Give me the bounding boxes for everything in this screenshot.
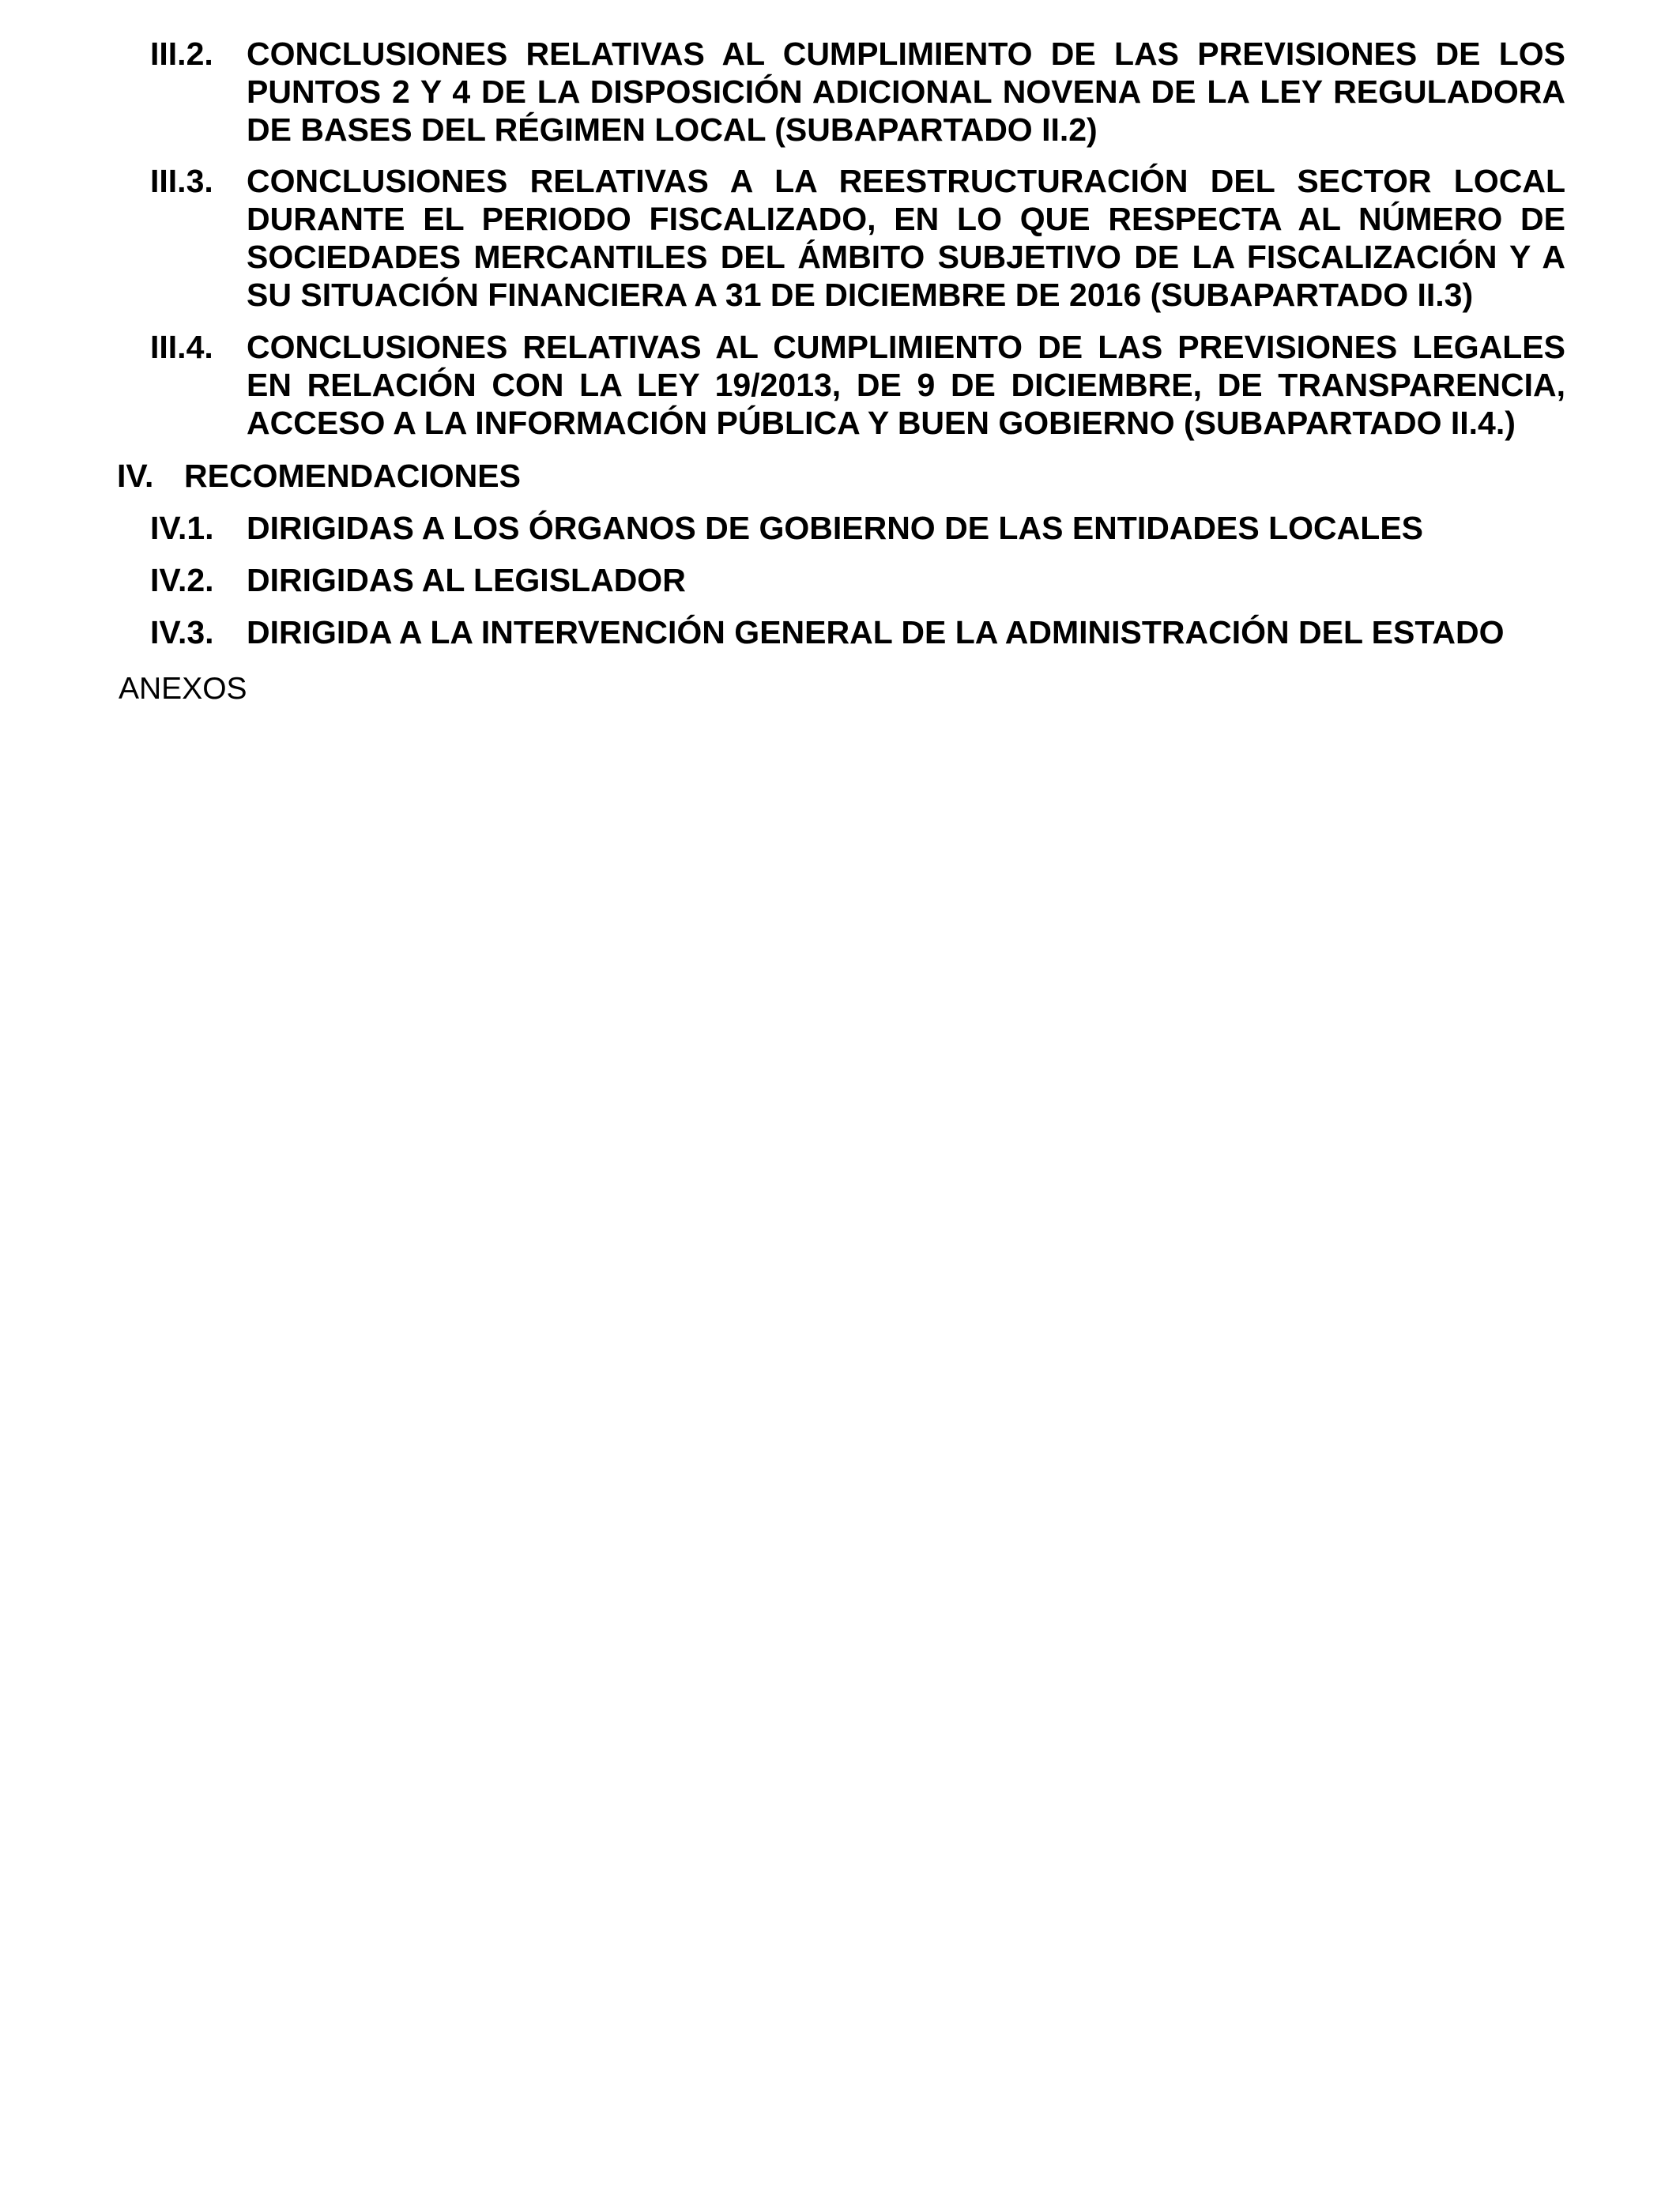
toc-entry-number: IV.1. xyxy=(150,510,214,546)
toc-entry-number: III.3. xyxy=(150,163,213,199)
toc-entry-iv xyxy=(117,457,1565,495)
toc-entry-title: RECOMENDACIONES xyxy=(184,458,521,494)
toc-entry-title: CONCLUSIONES RELATIVAS A LA REESTRUCTURACIÓN DEL SECTOR LOCAL DURANTE EL PERIODO FISCALIZADO, EN LO QUE RESPECTA AL NÚMERO DE SOCIEDADES MERCANTILES DEL ÁMBITO SUBJETIVO DE LA FISCALIZACIÓN Y A SU SITUACIÓN FINANCIERA A 31 DE DICIEMBRE DE 2016 (SUBAPARTADO II.3) xyxy=(247,163,1565,313)
toc-entry-title: CONCLUSIONES RELATIVAS AL CUMPLIMIENTO DE LAS PREVISIONES DE LOS PUNTOS 2 Y 4 DE LA DISPOSICIÓN ADICIONAL NOVENA DE LA LEY REGULADORA DE BASES DEL RÉGIMEN LOCAL (SUBAPARTADO II.2) xyxy=(247,36,1565,148)
toc-entry-number: IV.2. xyxy=(150,562,214,598)
toc-entry-iv-1 xyxy=(150,509,1565,547)
toc-entry-title: DIRIGIDAS AL LEGISLADOR xyxy=(247,562,686,598)
toc-entry-iii-3 xyxy=(150,162,1565,314)
toc-entry-number: III.4. xyxy=(150,329,213,365)
toc-entry-title: CONCLUSIONES RELATIVAS AL CUMPLIMIENTO DE LAS PREVISIONES LEGALES EN RELACIÓN CON LA LEY 19/2013, DE 9 DE DICIEMBRE, DE TRANSPARENCIA, ACCESO A LA INFORMACIÓN PÚBLICA Y BUEN GOBIERNO (SUBAPARTADO II.4.) xyxy=(247,329,1565,441)
toc-entry-title: DIRIGIDAS A LOS ÓRGANOS DE GOBIERNO DE LAS ENTIDADES LOCALES xyxy=(247,510,1424,546)
toc-entry-iv-2 xyxy=(150,561,1565,599)
toc-entry-number: IV.3. xyxy=(150,614,214,650)
annexes-label: ANEXOS xyxy=(119,672,247,706)
toc-entry-iii-4 xyxy=(150,328,1565,442)
toc-entry-iii-2 xyxy=(150,35,1565,149)
toc-entry-number: III.2. xyxy=(150,36,213,72)
toc-entry-iv-3 xyxy=(150,613,1565,651)
toc-entry-title: DIRIGIDA A LA INTERVENCIÓN GENERAL DE LA ADMINISTRACIÓN DEL ESTADO xyxy=(247,614,1505,650)
toc-entry-number: IV. xyxy=(117,458,154,494)
